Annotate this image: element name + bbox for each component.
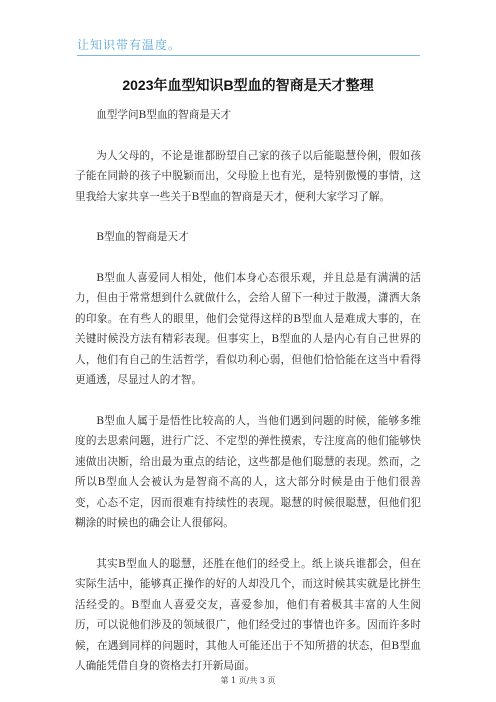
paragraph-spacer: [75, 248, 421, 268]
paragraph-spacer: [75, 126, 421, 146]
subtitle-paragraph: 血型学问B型血的智商是天才: [96, 109, 232, 121]
section-heading: B型血的智商是天才: [96, 231, 189, 243]
body-paragraph-3: 其实B型血人的聪慧，还胜在他们的经受上。纸上谈兵谁都会，但在实际生活中，能够真正操作的好的人却没几个，而这时候其实就是比拼生活经受的。B型血人喜爱交友，喜爱参加，他们有着极其丰富的人生阅历，可以说他们涉及的领域很广，他们经受过的事情也许多。因而许多时候，在遇到同样的问题时，其他人可能还出于不知所措的状态，但B型血人确能凭借自身的资格去打开新局面。: [75, 557, 421, 672]
paragraph-spacer: [75, 391, 421, 411]
document-title: 2023年血型知识B型血的智商是天才整理: [122, 77, 374, 93]
document-body: [75, 105, 421, 677]
paragraph-spacer: [75, 534, 421, 554]
header-slogan: 让知识带有温度。: [77, 38, 182, 52]
body-paragraph-2: B型血人属于是悟性比较高的人，当他们遇到问题的时候，能够多维度的去思索问题，进行广泛、不定型的弹性摸索，专注度高的他们能够快速做出决断，给出最为重点的结论，这些都是他们聪慧的表现。然而，之所以B型血人会被认为是智商不高的人，这大部分时候是由于他们很善变，心态不定，因而很难有持续性的表现。聪慧的时候很聪慧，但他们犯糊涂的时候也的确会让人很郁闷。: [75, 414, 421, 529]
body-paragraph-1: B型血人喜爱同人相处，他们本身心态很乐观，并且总是有满满的活力，但由于常常想到什么就做什么，会给人留下一种过于散漫，潇洒大条的印象。在有些人的眼里，他们会觉得这样的B型血人是难成大事的，在关键时候没方法有精彩表现。但事实上，B型血的人是内心有自己世界的人，他们有自己的生活哲学，看似功利心弱，但他们恰恰能在这当中看得更通透，尽显过人的才智。: [75, 271, 421, 386]
page-number: 第 1 页/共 3 页: [220, 676, 276, 685]
header-divider: [77, 55, 420, 56]
paragraph-spacer: [75, 207, 421, 227]
intro-paragraph: 为人父母的，不论是谁都盼望自己家的孩子以后能聪慧伶俐，假如孩子能在同龄的孩子中脱颖而出，父母脸上也有光，是特别傲慢的事情，这里我给大家共享一些关于B型血的智商是天才，便利大家学习了解。: [75, 149, 421, 203]
